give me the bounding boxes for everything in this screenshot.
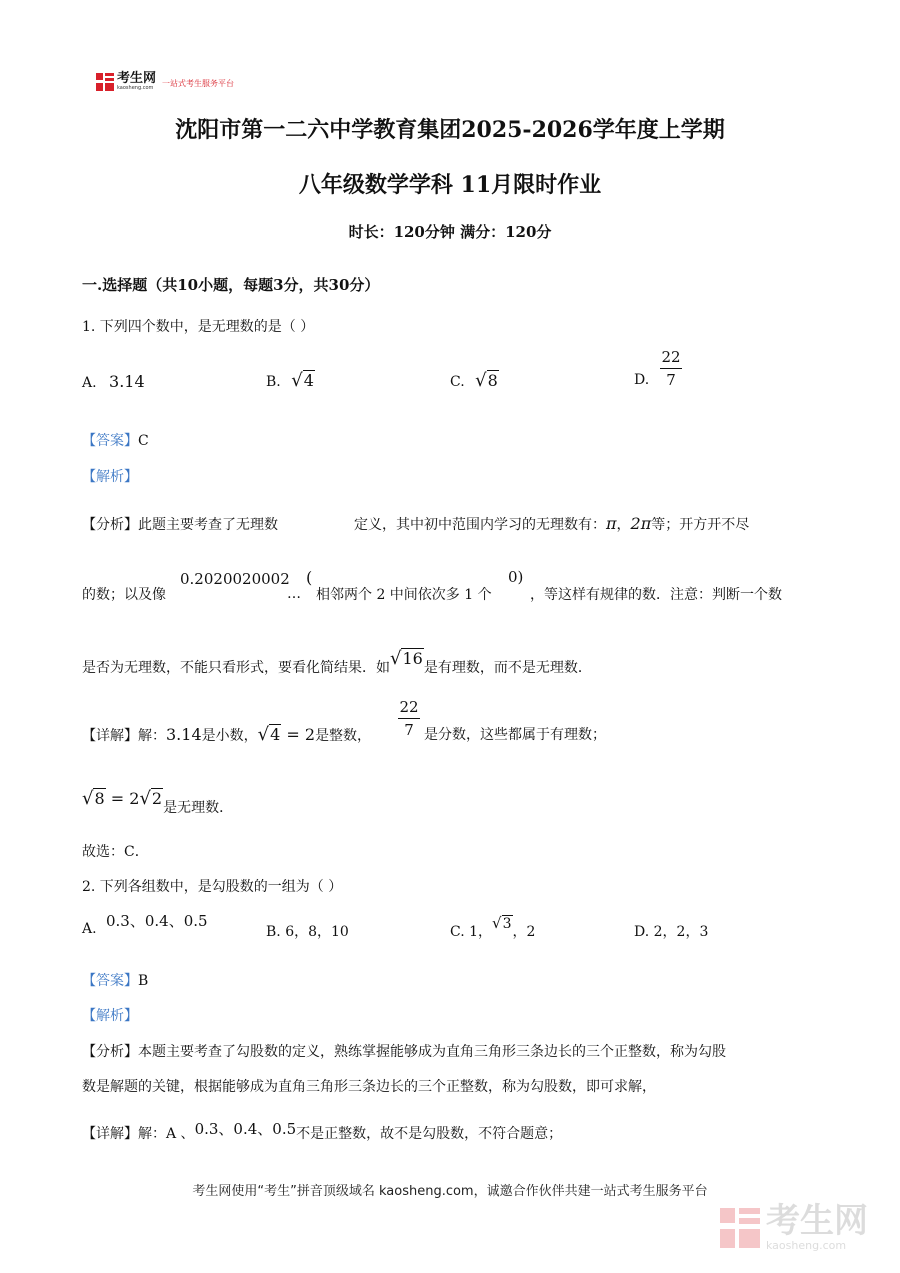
sqrt-4-eq: √4: [257, 724, 281, 745]
q1-option-b-label: B.: [266, 374, 281, 390]
radicand: 3: [502, 916, 512, 932]
sqrt-16: √16: [390, 648, 423, 669]
q1-fenxi-line3: [82, 648, 592, 677]
q1-answer: [82, 430, 149, 450]
detail-text: 解：: [138, 728, 166, 744]
q1-stem: 1. 下列四个数中，是无理数的是（ ）: [82, 319, 315, 335]
sqrt-4: √4: [291, 370, 314, 391]
two-pi: 2π: [630, 514, 652, 533]
paren-open: (: [306, 568, 313, 587]
q1-fenxi-line2c: ，等这样有规律的数．注意：判断一个数: [530, 587, 782, 603]
q1-option-b: [266, 370, 315, 391]
q1-analysis-tag: 【解析】: [82, 469, 138, 485]
detail-tag: 【详解】: [82, 728, 138, 744]
q2-option-b: B. 6，8，10: [266, 924, 349, 940]
site-logo[interactable]: [96, 72, 234, 91]
q2-answer: [82, 970, 148, 990]
radicand: 16: [402, 649, 423, 668]
q1-fenxi-line2b: 相邻两个 2 中间依次多 1 个: [316, 587, 492, 603]
logo-domain: kaosheng.com: [117, 85, 154, 91]
radicand: 2: [151, 789, 163, 808]
q2-fenxi-line2: 数是解题的关键，根据能够成为直角三角形三条边长的三个正整数，称为勾股数，即可求解，: [82, 1079, 656, 1095]
watermark-icon: [720, 1208, 760, 1248]
fenxi-text: 此题主要考查了无理数: [138, 517, 278, 533]
watermark-logo: [720, 1203, 868, 1252]
fenxi-text: 等；开方开不尽: [651, 517, 750, 533]
q2-option-d: D. 2，2，3: [634, 924, 709, 940]
q1-choose: 故选：C．: [82, 844, 149, 860]
q1-option-d-fraction: [660, 348, 682, 389]
q2-option-a-value: 0.3、0.4、0.5: [106, 912, 208, 930]
fenxi-text: 本题主要考查了勾股数的定义，熟练掌握能够成为直角三角形三条边长的三个正整数，称为勾股: [138, 1044, 726, 1060]
detail-text: 是整数，: [315, 728, 372, 744]
pi-symbol: π: [606, 514, 617, 533]
q2-option-a-label: A.: [82, 921, 97, 937]
decimal-values: 0.3、0.4、0.5: [194, 1120, 297, 1138]
sqrt-3: √3: [492, 914, 512, 932]
answer-tag: 【答案】: [82, 433, 138, 449]
answer-tag: 【答案】: [82, 973, 138, 989]
q1-fenxi-line1b: [354, 514, 749, 534]
answer-value: B: [138, 973, 149, 989]
fraction-denominator: 7: [404, 721, 414, 739]
zero-close: 0): [508, 568, 524, 586]
option-text: C. 1，: [450, 924, 493, 940]
radicand: 8: [94, 789, 105, 808]
q1-detail-line2: [82, 788, 234, 816]
watermark-domain: kaosheng.com: [766, 1239, 847, 1252]
q2-analysis-tag: 【解析】: [82, 1008, 138, 1024]
detail-text: 是小数，: [201, 728, 258, 744]
q2-option-c: [450, 914, 536, 941]
detail-text: 解：A 、: [138, 1126, 195, 1142]
watermark-text: 考生网: [766, 1201, 868, 1241]
fraction-numerator: 22: [399, 698, 419, 716]
equals-2: = 2: [105, 789, 140, 808]
fraction-denominator: 7: [666, 371, 676, 389]
document-title: 沈阳市第一二六中学教育集团2025-2026学年度上学期: [175, 117, 725, 143]
equals-2: = 2: [281, 725, 316, 744]
q1-option-d-label: D.: [634, 372, 650, 388]
fenxi-tag: 【分析】: [82, 517, 138, 533]
detail-text: 不是正整数，故不是勾股数，不符合题意；: [296, 1126, 563, 1142]
q1-option-c-label: C.: [450, 374, 465, 390]
ellipsis: …: [287, 586, 301, 602]
fraction-bar: [398, 718, 420, 719]
logo-icon: [96, 73, 114, 91]
page-footer: 考生网使用“考生”拼音顶级域名 kaosheng.com，诚邀合作伙伴共建一站式考生服务平台: [192, 1184, 708, 1199]
decimal-number: 0.2020020002: [180, 570, 290, 588]
logo-slogan: 一站式考生服务平台: [162, 79, 235, 88]
q1-option-c-radicand: 8: [487, 371, 498, 390]
section-heading: 一.选择题（共10小题，每题3分，共30分）: [82, 276, 380, 294]
document-subtitle: 八年级数学学科 11月限时作业: [298, 172, 602, 198]
option-text: ，2: [512, 924, 536, 940]
fraction-numerator: 22: [661, 348, 681, 366]
detail-fraction: [398, 698, 420, 739]
number-3-14: 3.14: [166, 725, 202, 744]
exam-meta: 时长：120分钟 满分：120分: [348, 223, 552, 241]
fenxi-tag: 【分析】: [82, 1044, 138, 1060]
detail-text: 是无理数．: [163, 800, 234, 816]
sqrt-8: √8: [475, 370, 498, 391]
radicand: 4: [270, 725, 281, 744]
comma: ，: [616, 517, 631, 533]
fenxi-text: 定义，其中初中范围内学习的无理数有：: [354, 517, 606, 533]
q2-detail: [82, 1122, 562, 1143]
detail-tag: 【详解】: [82, 1126, 138, 1142]
answer-value: C: [138, 433, 149, 449]
fraction-bar: [660, 368, 682, 369]
sqrt-2: √2: [139, 788, 163, 809]
q2-fenxi-line1: [82, 1041, 726, 1061]
q1-option-a-label: A.: [82, 375, 97, 391]
q1-fenxi-line1: [82, 514, 278, 534]
sqrt-8-eq: √8: [82, 788, 105, 809]
fenxi-text: 是有理数，而不是无理数．: [423, 660, 592, 676]
q1-option-c: [450, 370, 499, 391]
q1-detail-line1d: 是分数，这些都属于有理数；: [424, 727, 606, 743]
q1-option-a: [82, 372, 145, 391]
q1-fenxi-line2a: 的数；以及像: [82, 587, 166, 603]
q2-stem: 2. 下列各组数中，是勾股数的一组为（ ）: [82, 879, 343, 895]
fenxi-text: 是否为无理数，不能只看形式，要看化简结果．如: [82, 660, 390, 676]
q1-option-b-radicand: 4: [303, 371, 314, 390]
logo-text: 考生网: [117, 71, 157, 86]
q1-option-a-value: 3.14: [109, 372, 145, 391]
q1-detail-line1: [82, 724, 371, 745]
